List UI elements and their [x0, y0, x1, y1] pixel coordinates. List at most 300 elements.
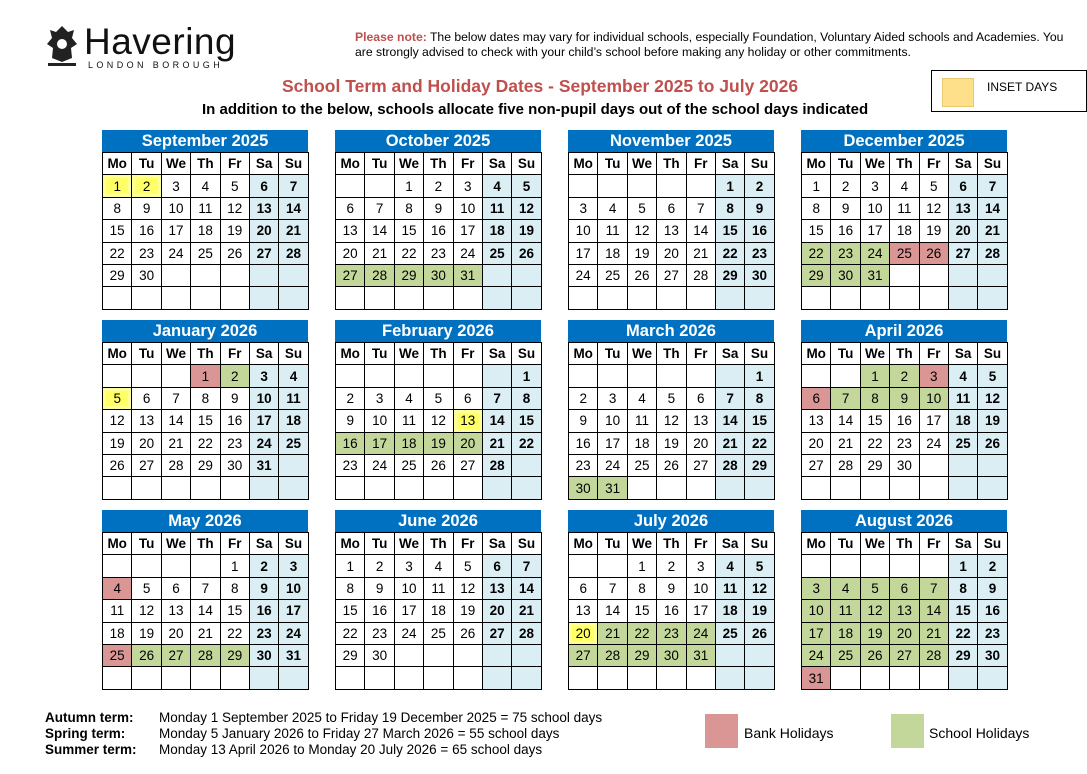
day-cell: 8: [220, 577, 249, 599]
weekday-header: Tu: [598, 343, 627, 365]
weekday-header: Tu: [598, 533, 627, 555]
day-cell: 9: [336, 410, 365, 432]
month-calendar: [801, 510, 1007, 690]
day-cell: 25: [103, 644, 132, 666]
day-cell: 19: [512, 220, 541, 242]
day-cell: 8: [745, 387, 774, 409]
weekday-header: Su: [745, 343, 774, 365]
month-calendar: [801, 130, 1007, 310]
day-cell: 12: [424, 410, 453, 432]
empty-cell: [860, 555, 889, 577]
empty-cell: [948, 287, 977, 309]
day-cell: 16: [745, 220, 774, 242]
day-cell: 12: [220, 197, 249, 219]
empty-cell: [512, 477, 541, 499]
empty-cell: [394, 287, 423, 309]
month-title: February 2026: [335, 320, 541, 342]
term-row-spring: Spring term: Monday 5 January 2026 to Friday 27 March 2026 = 55 school days: [45, 726, 560, 741]
day-cell: 15: [948, 600, 977, 622]
day-cell: 22: [948, 622, 977, 644]
weekday-header: Fr: [220, 343, 249, 365]
day-cell: 18: [890, 220, 919, 242]
day-cell: 7: [598, 577, 627, 599]
empty-cell: [161, 477, 190, 499]
day-cell: 13: [890, 600, 919, 622]
weekday-header: Sa: [948, 153, 977, 175]
day-cell: 17: [686, 600, 715, 622]
empty-cell: [715, 287, 744, 309]
month-title: September 2025: [102, 130, 308, 152]
day-cell: 24: [860, 242, 889, 264]
weekday-header: Mo: [336, 343, 365, 365]
empty-cell: [860, 667, 889, 689]
day-cell: 10: [569, 220, 598, 242]
empty-cell: [103, 287, 132, 309]
empty-cell: [394, 667, 423, 689]
day-cell: 29: [715, 264, 744, 286]
empty-cell: [249, 477, 278, 499]
weekday-header: Sa: [482, 533, 511, 555]
weekday-header: Mo: [103, 153, 132, 175]
day-cell: 15: [220, 600, 249, 622]
weekday-header: Th: [657, 343, 686, 365]
weekday-header: We: [860, 533, 889, 555]
day-cell: 12: [132, 600, 161, 622]
day-cell: 2: [890, 365, 919, 387]
day-cell: 5: [424, 387, 453, 409]
month-title: November 2025: [568, 130, 774, 152]
day-cell: 12: [860, 600, 889, 622]
empty-cell: [424, 287, 453, 309]
day-cell: 8: [627, 577, 656, 599]
weekday-header: Th: [657, 153, 686, 175]
day-cell: 4: [627, 387, 656, 409]
empty-cell: [715, 477, 744, 499]
day-cell: 26: [453, 622, 482, 644]
weekday-header: Fr: [453, 343, 482, 365]
day-cell: 26: [103, 454, 132, 476]
empty-cell: [598, 555, 627, 577]
empty-cell: [336, 175, 365, 197]
day-cell: 2: [424, 175, 453, 197]
empty-cell: [191, 555, 220, 577]
weekday-header: Th: [424, 343, 453, 365]
day-cell: 5: [103, 387, 132, 409]
day-cell: 28: [279, 242, 308, 264]
day-cell: 26: [919, 242, 948, 264]
day-cell: 20: [890, 622, 919, 644]
empty-cell: [394, 477, 423, 499]
inset-swatch: [942, 78, 974, 107]
weekday-header: Sa: [948, 533, 977, 555]
day-cell: 29: [336, 644, 365, 666]
day-cell: 8: [512, 387, 541, 409]
day-cell: 2: [336, 387, 365, 409]
day-cell: 29: [745, 454, 774, 476]
empty-cell: [365, 477, 394, 499]
page-title: School Term and Holiday Dates - September 2025 to July 2026: [282, 76, 799, 96]
day-cell: 6: [948, 175, 977, 197]
empty-cell: [569, 175, 598, 197]
empty-cell: [948, 264, 977, 286]
day-cell: 17: [249, 410, 278, 432]
empty-cell: [424, 365, 453, 387]
day-cell: 20: [657, 242, 686, 264]
day-cell: 2: [249, 555, 278, 577]
day-cell: 23: [336, 454, 365, 476]
day-cell: 21: [919, 622, 948, 644]
day-cell: 5: [453, 555, 482, 577]
day-cell: 21: [715, 432, 744, 454]
day-cell: 1: [191, 365, 220, 387]
day-cell: 1: [103, 175, 132, 197]
day-cell: 3: [860, 175, 889, 197]
weekday-header: Mo: [103, 533, 132, 555]
empty-cell: [249, 667, 278, 689]
day-cell: 19: [132, 622, 161, 644]
day-cell: 29: [103, 264, 132, 286]
empty-cell: [132, 287, 161, 309]
day-cell: 1: [948, 555, 977, 577]
day-cell: 30: [978, 644, 1007, 666]
brand-name: Havering: [84, 21, 237, 62]
day-cell: 7: [191, 577, 220, 599]
empty-cell: [831, 477, 860, 499]
day-cell: 29: [220, 644, 249, 666]
weekday-header: We: [860, 343, 889, 365]
day-cell: 22: [336, 622, 365, 644]
day-cell: 16: [132, 220, 161, 242]
day-cell: 12: [657, 410, 686, 432]
day-cell: 23: [657, 622, 686, 644]
day-cell: 15: [103, 220, 132, 242]
day-cell: 6: [249, 175, 278, 197]
day-cell: 14: [831, 410, 860, 432]
day-cell: 11: [831, 600, 860, 622]
day-cell: 24: [802, 644, 831, 666]
weekday-header: Th: [424, 533, 453, 555]
day-cell: 19: [745, 600, 774, 622]
day-cell: 31: [860, 264, 889, 286]
day-cell: 13: [336, 220, 365, 242]
empty-cell: [831, 287, 860, 309]
day-cell: 3: [569, 197, 598, 219]
day-cell: 4: [482, 175, 511, 197]
weekday-header: Fr: [919, 343, 948, 365]
day-cell: 14: [279, 197, 308, 219]
empty-cell: [279, 477, 308, 499]
empty-cell: [890, 667, 919, 689]
weekday-header: Th: [191, 343, 220, 365]
empty-cell: [978, 287, 1007, 309]
day-cell: 4: [103, 577, 132, 599]
term-row-autumn: Autumn term: Monday 1 September 2025 to Friday 19 December 2025 = 75 school days: [45, 710, 603, 725]
day-cell: 2: [978, 555, 1007, 577]
month-title: May 2026: [102, 510, 308, 532]
empty-cell: [336, 287, 365, 309]
day-cell: 2: [132, 175, 161, 197]
day-cell: 7: [365, 197, 394, 219]
day-cell: 16: [220, 410, 249, 432]
weekday-header: Su: [978, 533, 1007, 555]
empty-cell: [890, 264, 919, 286]
day-cell: 12: [627, 220, 656, 242]
day-cell: 13: [132, 410, 161, 432]
day-cell: 20: [482, 600, 511, 622]
empty-cell: [453, 477, 482, 499]
empty-cell: [627, 287, 656, 309]
day-cell: 21: [831, 432, 860, 454]
day-cell: 22: [103, 242, 132, 264]
day-cell: 20: [948, 220, 977, 242]
month-calendar: [568, 130, 774, 310]
day-cell: 4: [598, 197, 627, 219]
empty-cell: [161, 555, 190, 577]
weekday-header: Mo: [569, 153, 598, 175]
empty-cell: [249, 264, 278, 286]
day-cell: 24: [453, 242, 482, 264]
empty-cell: [161, 287, 190, 309]
day-cell: 31: [686, 644, 715, 666]
empty-cell: [598, 667, 627, 689]
day-cell: 5: [919, 175, 948, 197]
day-cell: 15: [627, 600, 656, 622]
day-cell: 24: [394, 622, 423, 644]
day-cell: 9: [249, 577, 278, 599]
day-cell: 14: [191, 600, 220, 622]
day-cell: 17: [569, 242, 598, 264]
day-cell: 19: [103, 432, 132, 454]
empty-cell: [627, 667, 656, 689]
day-cell: 28: [512, 622, 541, 644]
empty-cell: [394, 365, 423, 387]
empty-cell: [802, 287, 831, 309]
empty-cell: [512, 644, 541, 666]
day-cell: 26: [627, 264, 656, 286]
day-cell: 28: [482, 454, 511, 476]
day-cell: 17: [365, 432, 394, 454]
day-cell: 30: [220, 454, 249, 476]
day-cell: 15: [394, 220, 423, 242]
day-cell: 16: [978, 600, 1007, 622]
day-cell: 1: [394, 175, 423, 197]
day-cell: 2: [365, 555, 394, 577]
empty-cell: [161, 365, 190, 387]
day-cell: 4: [424, 555, 453, 577]
day-cell: 14: [161, 410, 190, 432]
weekday-header: Sa: [482, 153, 511, 175]
day-cell: 3: [161, 175, 190, 197]
day-cell: 13: [802, 410, 831, 432]
day-cell: 31: [598, 477, 627, 499]
day-cell: 20: [569, 622, 598, 644]
weekday-header: Tu: [132, 533, 161, 555]
weekday-header: Mo: [802, 153, 831, 175]
empty-cell: [948, 667, 977, 689]
weekday-header: Su: [279, 343, 308, 365]
weekday-header: Th: [191, 153, 220, 175]
empty-cell: [890, 287, 919, 309]
day-cell: 18: [831, 622, 860, 644]
empty-cell: [745, 477, 774, 499]
month-calendar: [568, 510, 774, 690]
weekday-header: Sa: [715, 533, 744, 555]
weekday-header: Tu: [132, 153, 161, 175]
day-cell: 25: [831, 644, 860, 666]
day-cell: 27: [569, 644, 598, 666]
weekday-header: Tu: [598, 153, 627, 175]
day-cell: 18: [279, 410, 308, 432]
empty-cell: [453, 667, 482, 689]
empty-cell: [453, 365, 482, 387]
empty-cell: [919, 667, 948, 689]
day-cell: 9: [220, 387, 249, 409]
day-cell: 12: [978, 387, 1007, 409]
empty-cell: [919, 287, 948, 309]
weekday-header: Tu: [365, 533, 394, 555]
empty-cell: [919, 454, 948, 476]
empty-cell: [657, 477, 686, 499]
day-cell: 29: [191, 454, 220, 476]
day-cell: 9: [424, 197, 453, 219]
weekday-header: Mo: [103, 343, 132, 365]
day-cell: 13: [482, 577, 511, 599]
day-cell: 7: [831, 387, 860, 409]
day-cell: 21: [978, 220, 1007, 242]
empty-cell: [336, 477, 365, 499]
day-cell: 28: [598, 644, 627, 666]
empty-cell: [686, 477, 715, 499]
day-cell: 7: [482, 387, 511, 409]
day-cell: 30: [831, 264, 860, 286]
day-cell: 4: [948, 365, 977, 387]
empty-cell: [279, 287, 308, 309]
day-cell: 22: [715, 242, 744, 264]
day-cell: 7: [279, 175, 308, 197]
day-cell: 17: [919, 410, 948, 432]
day-cell: 11: [715, 577, 744, 599]
day-cell: 27: [657, 264, 686, 286]
day-cell: 4: [191, 175, 220, 197]
day-cell: 29: [802, 264, 831, 286]
day-cell: 1: [336, 555, 365, 577]
weekday-header: We: [860, 153, 889, 175]
day-cell: 26: [220, 242, 249, 264]
day-cell: 22: [802, 242, 831, 264]
day-cell: 26: [424, 454, 453, 476]
day-cell: 18: [948, 410, 977, 432]
day-cell: 29: [948, 644, 977, 666]
weekday-header: Th: [424, 153, 453, 175]
weekday-header: Th: [890, 343, 919, 365]
day-cell: 21: [512, 600, 541, 622]
empty-cell: [132, 365, 161, 387]
empty-cell: [948, 477, 977, 499]
empty-cell: [831, 555, 860, 577]
weekday-header: Sa: [249, 343, 278, 365]
day-cell: 28: [191, 644, 220, 666]
empty-cell: [482, 365, 511, 387]
day-cell: 26: [860, 644, 889, 666]
empty-cell: [191, 287, 220, 309]
day-cell: 3: [365, 387, 394, 409]
day-cell: 13: [657, 220, 686, 242]
day-cell: 12: [453, 577, 482, 599]
day-cell: 24: [249, 432, 278, 454]
day-cell: 10: [279, 577, 308, 599]
empty-cell: [279, 454, 308, 476]
day-cell: 6: [482, 555, 511, 577]
day-cell: 25: [482, 242, 511, 264]
day-cell: 25: [394, 454, 423, 476]
day-cell: 10: [919, 387, 948, 409]
empty-cell: [220, 477, 249, 499]
day-cell: 14: [978, 197, 1007, 219]
day-cell: 14: [919, 600, 948, 622]
weekday-header: We: [394, 343, 423, 365]
day-cell: 7: [715, 387, 744, 409]
weekday-header: Mo: [569, 533, 598, 555]
empty-cell: [860, 287, 889, 309]
month-title: August 2026: [801, 510, 1007, 532]
day-cell: 23: [745, 242, 774, 264]
day-cell: 15: [802, 220, 831, 242]
weekday-header: Fr: [919, 153, 948, 175]
day-cell: 21: [161, 432, 190, 454]
day-cell: 27: [161, 644, 190, 666]
day-cell: 3: [279, 555, 308, 577]
day-cell: 8: [336, 577, 365, 599]
day-cell: 30: [569, 477, 598, 499]
weekday-header: Su: [745, 533, 774, 555]
day-cell: 16: [424, 220, 453, 242]
weekday-header: Su: [512, 153, 541, 175]
day-cell: 19: [424, 432, 453, 454]
day-cell: 11: [394, 410, 423, 432]
weekday-header: Fr: [220, 153, 249, 175]
day-cell: 10: [365, 410, 394, 432]
weekday-header: Tu: [365, 343, 394, 365]
empty-cell: [978, 667, 1007, 689]
day-cell: 3: [919, 365, 948, 387]
day-cell: 25: [948, 432, 977, 454]
empty-cell: [482, 477, 511, 499]
day-cell: 26: [745, 622, 774, 644]
empty-cell: [627, 477, 656, 499]
havering-logo: [44, 22, 244, 72]
day-cell: 21: [686, 242, 715, 264]
day-cell: 13: [948, 197, 977, 219]
day-cell: 16: [569, 432, 598, 454]
weekday-header: Fr: [919, 533, 948, 555]
month-calendar: [102, 510, 308, 690]
empty-cell: [569, 365, 598, 387]
day-cell: 16: [365, 600, 394, 622]
empty-cell: [860, 477, 889, 499]
weekday-header: Sa: [948, 343, 977, 365]
month-calendar: [335, 510, 541, 690]
weekday-header: Sa: [482, 343, 511, 365]
empty-cell: [598, 365, 627, 387]
day-cell: 15: [715, 220, 744, 242]
day-cell: 26: [132, 644, 161, 666]
empty-cell: [191, 667, 220, 689]
day-cell: 3: [686, 555, 715, 577]
day-cell: 5: [220, 175, 249, 197]
day-cell: 22: [745, 432, 774, 454]
day-cell: 10: [394, 577, 423, 599]
day-cell: 18: [191, 220, 220, 242]
